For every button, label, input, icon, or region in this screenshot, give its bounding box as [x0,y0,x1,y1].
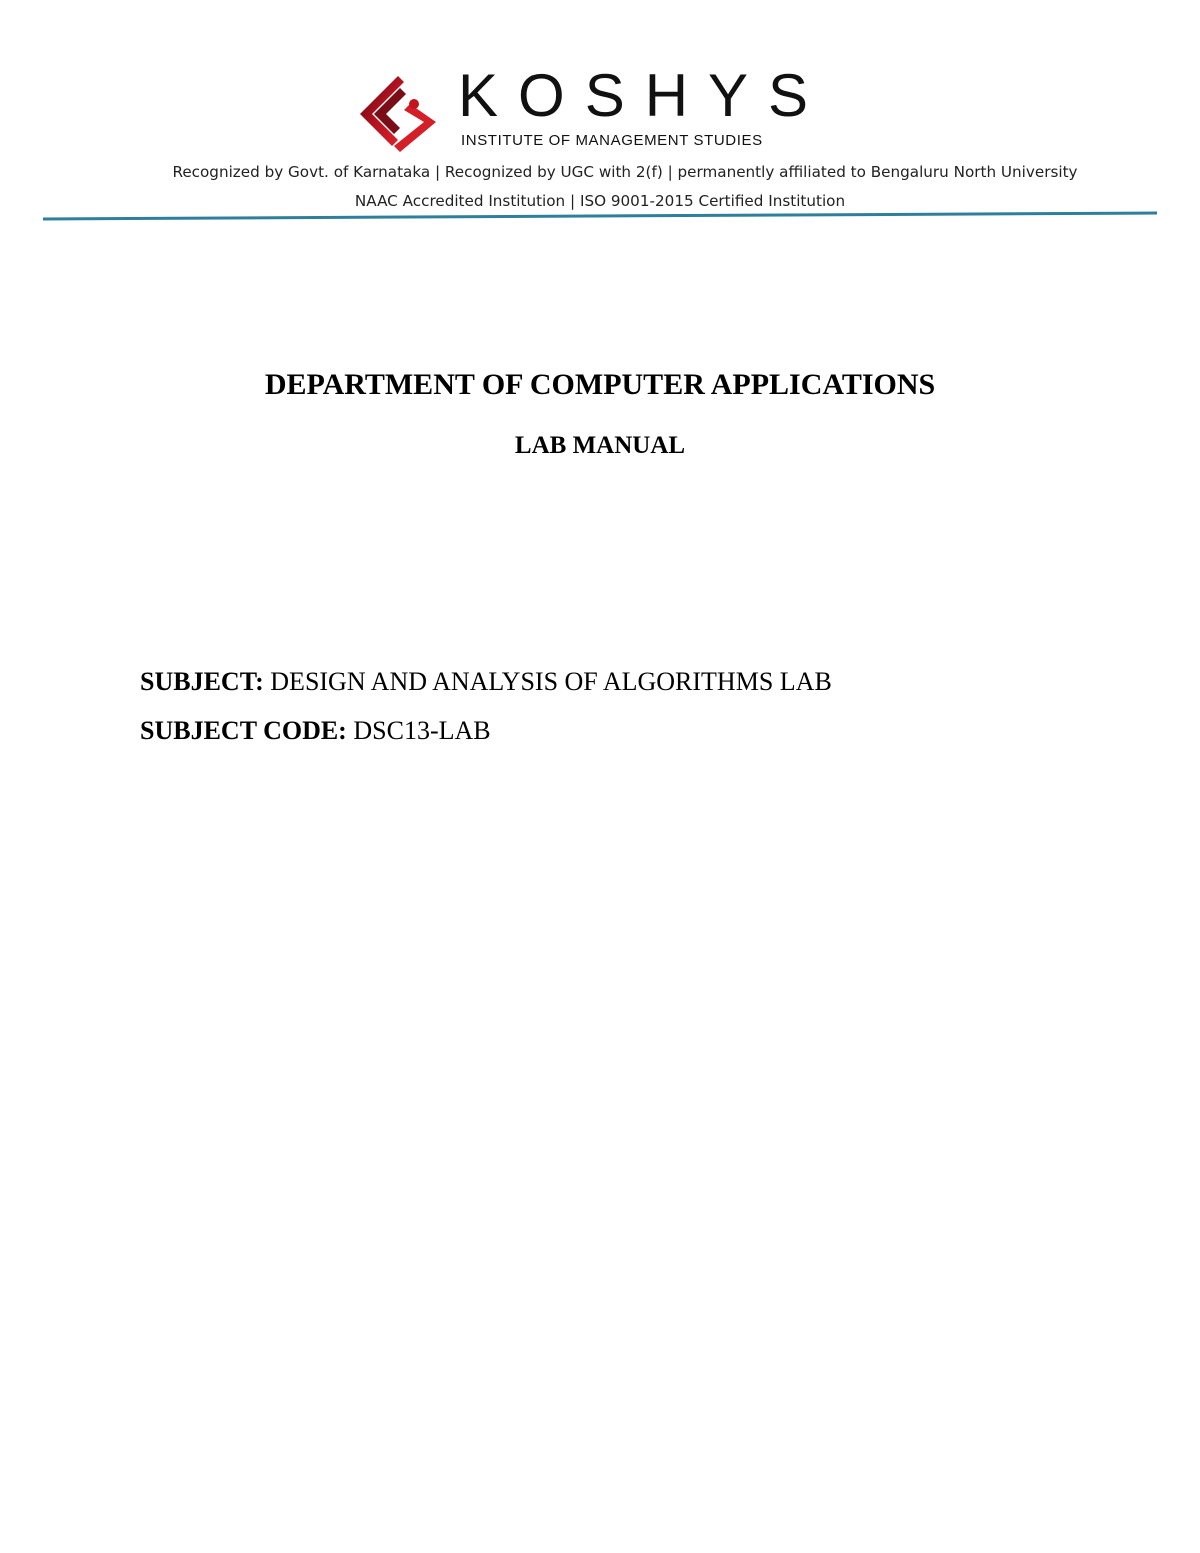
institute-logo [360,62,850,156]
subject-code-label: SUBJECT CODE: [140,716,347,745]
subject-label: SUBJECT: [140,667,264,696]
header-divider [43,210,1157,222]
recognition-line-2: NAAC Accredited Institution | ISO 9001-2015 Certified Institution [354,192,846,210]
department-title: DEPARTMENT OF COMPUTER APPLICATIONS [264,368,936,401]
document-type: LAB MANUAL [514,432,686,459]
brand-name: KOSHYS [458,62,829,129]
brand-subtitle: INSTITUTE OF MANAGEMENT STUDIES [461,132,763,149]
subject-code-value: DSC13-LAB [353,716,491,745]
subject-line [140,667,832,697]
subject-value: DESIGN AND ANALYSIS OF ALGORITHMS LAB [270,667,832,696]
koshys-logo-icon [360,74,438,154]
recognition-line-1: Recognized by Govt. of Karnataka | Recognized by UGC with 2(f) | permanently affiliated to Bengaluru North University [172,163,1078,181]
subject-code-line [140,716,491,746]
